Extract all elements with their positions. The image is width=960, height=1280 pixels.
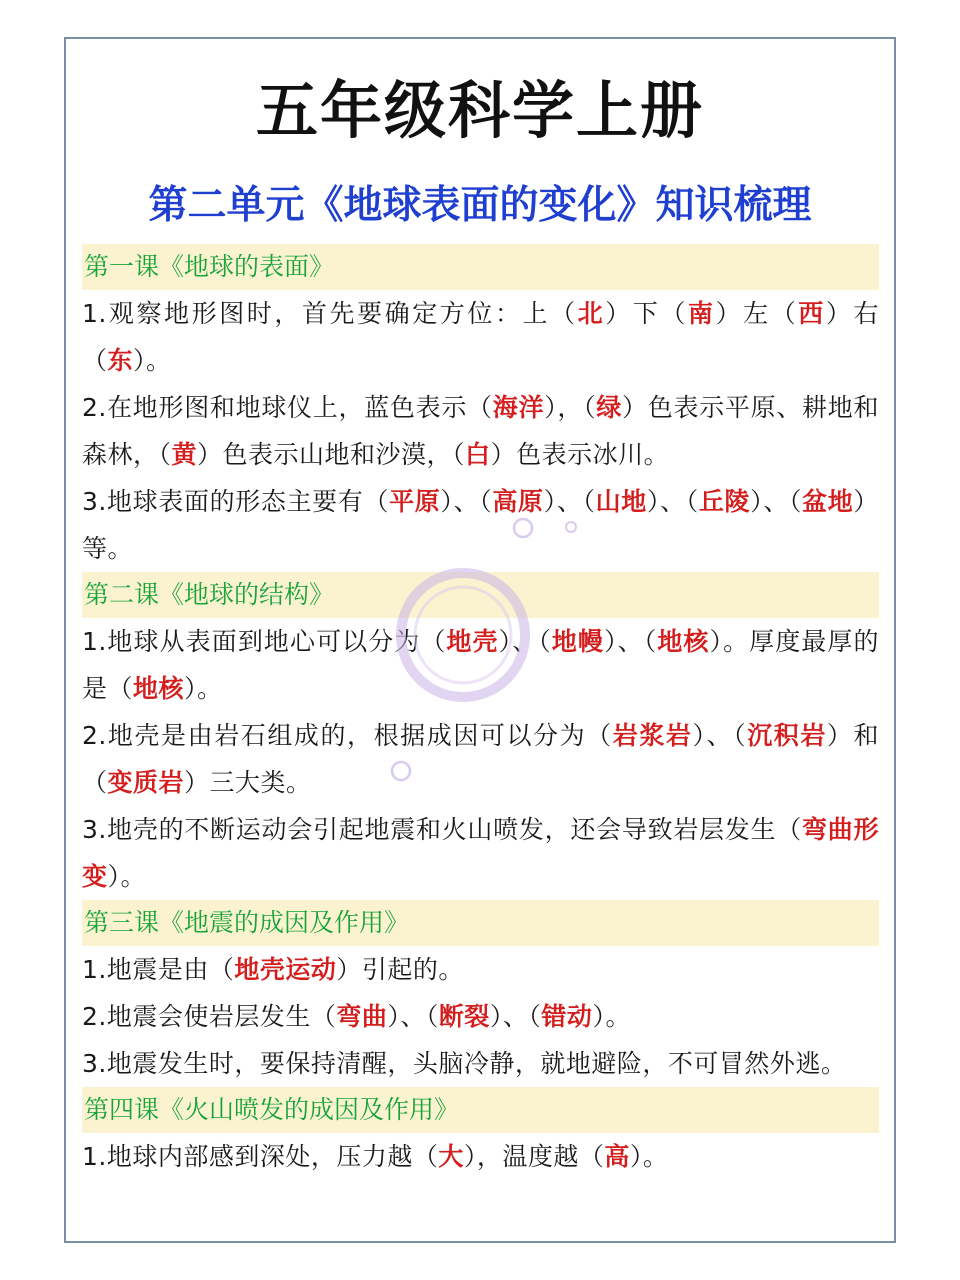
answer-text: 断裂 [438,1002,490,1031]
point-text: 3.地球表面的形态主要有（ [82,487,390,516]
knowledge-point [82,993,879,1040]
answer-text: 高原 [492,487,544,516]
page-subtitle: 第二单元《地球表面的变化》知识梳理 [148,183,812,228]
point-text: ）、（ [498,627,552,656]
knowledge-point [82,1133,879,1180]
knowledge-point [82,478,879,572]
answer-text: 弯曲形变 [82,815,879,891]
point-text: ）。 [184,674,223,703]
knowledge-point [82,712,879,806]
point-text: ）、（ [440,487,493,516]
answer-text: 黄 [171,440,198,469]
point-text: ）、（ [604,627,658,656]
answer-text: 南 [687,299,716,328]
point-text: 3.地震发生时，要保持清醒，头脑冷静，就地避险，不可冒然外逃。 [82,1049,847,1078]
answer-text: 地核 [133,674,185,703]
point-text: ）等。 [82,487,879,563]
answer-text: 东 [107,346,134,375]
point-text: 1.地球内部感到深处，压力越（ [82,1142,439,1171]
point-text: 1.地震是由（ [82,955,235,984]
answer-text: 错动 [541,1002,593,1031]
knowledge-point [82,946,879,993]
answer-text: 盆地 [802,487,854,516]
answer-text: 海洋 [492,393,545,422]
point-text: ）、（ [750,487,803,516]
point-text: ）。厚度最厚的是（ [82,627,879,703]
knowledge-point [82,290,879,384]
knowledge-point [82,806,879,900]
point-text: 1.地球从表面到地心可以分为（ [82,627,447,656]
answer-text: 弯曲 [336,1002,388,1031]
point-text: 3.地壳的不断运动会引起地震和火山喷发，还会导致岩层发生（ [82,815,803,844]
answer-text: 地壳运动 [234,955,337,984]
answer-text: 沉积岩 [747,721,827,750]
point-text: ）三大类。 [184,768,312,797]
point-text: ）引起的。 [336,955,464,984]
point-text: ），（ [544,393,597,422]
point-text: ）右（ [82,299,879,375]
point-text: 2.地震会使岩层发生（ [82,1002,337,1031]
point-text: ）、（ [543,487,596,516]
point-text: ）色表示平原、耕地和森林，（ [82,393,879,469]
point-text: ）、（ [646,487,699,516]
answer-text: 西 [798,299,826,328]
lesson-heading: 第四课《火山喷发的成因及作用》 [82,1087,879,1133]
answer-text: 山地 [595,487,647,516]
answer-text: 绿 [596,393,623,422]
answer-text: 岩浆岩 [612,721,693,750]
point-text: 1.观察地形图时，首先要确定方位：上（ [82,299,578,328]
answer-text: 高 [604,1142,630,1171]
answer-text: 大 [438,1142,464,1171]
content-body [82,244,879,1180]
point-text: ）色表示冰川。 [490,440,670,469]
point-text: ），温度越（ [463,1142,605,1171]
answer-text: 丘陵 [698,487,751,516]
answer-text: 平原 [389,487,441,516]
point-text: ）。 [133,346,172,375]
answer-text: 地核 [657,627,710,656]
page-title: 五年级科学上册 [255,74,704,147]
knowledge-point [82,618,879,712]
point-text: ）。 [107,862,147,891]
point-text: ）。 [592,1002,631,1031]
point-text: ）、（ [489,1002,542,1031]
point-text: 2.在地形图和地球仪上，蓝色表示（ [82,393,493,422]
knowledge-point [82,384,879,478]
point-text: ）。 [629,1142,669,1171]
lesson-heading: 第一课《地球的表面》 [82,244,879,290]
point-text: ）下（ [605,299,688,328]
answer-text: 白 [465,440,491,469]
point-text: 2.地壳是由岩石组成的，根据成因可以分为（ [82,721,613,750]
point-text: ）、（ [387,1002,439,1031]
knowledge-point [82,1040,879,1087]
point-text: ）和（ [82,721,879,797]
lesson-heading: 第三课《地震的成因及作用》 [82,900,879,946]
lesson-heading: 第二课《地球的结构》 [82,572,879,618]
answer-text: 北 [577,299,606,328]
answer-text: 变质岩 [107,768,185,797]
point-text: ）、（ [692,721,748,750]
point-text: ）左（ [715,299,799,328]
point-text: ）色表示山地和沙漠，（ [197,440,466,469]
answer-text: 地幔 [551,627,605,656]
answer-text: 地壳 [446,627,499,656]
